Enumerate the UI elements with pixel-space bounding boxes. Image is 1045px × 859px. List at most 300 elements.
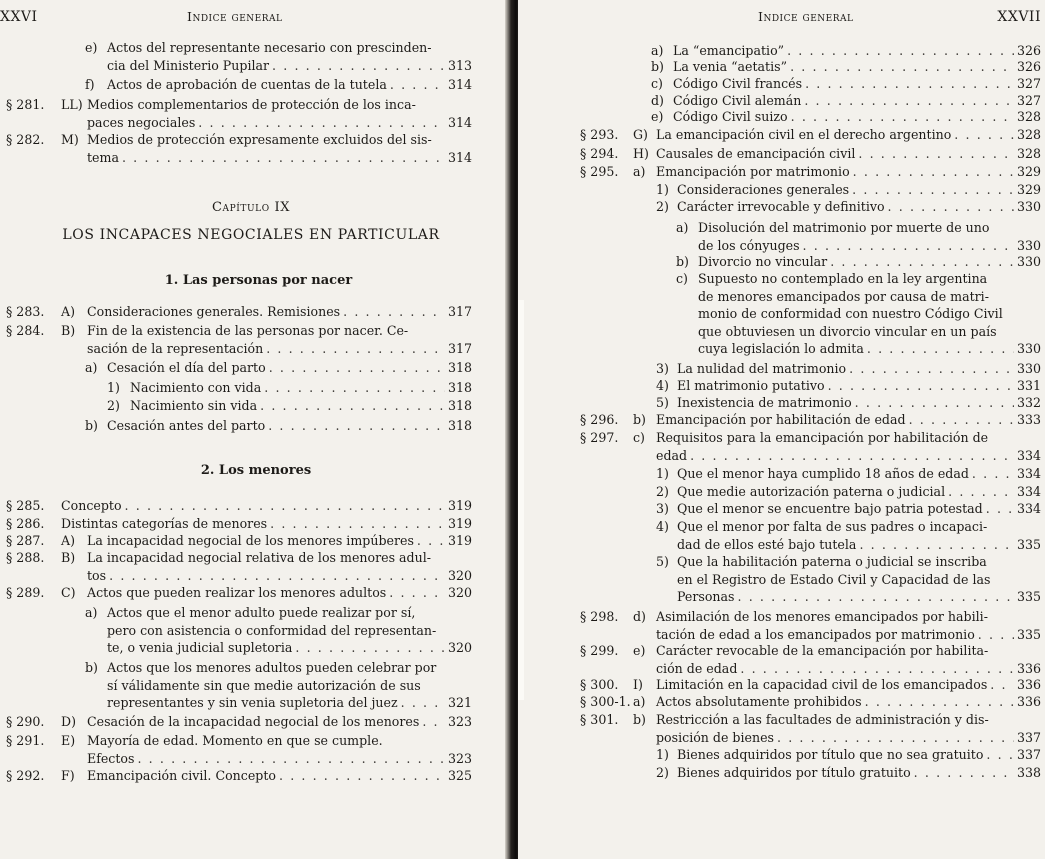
entry-text: ción de edad: [656, 660, 738, 676]
section-number: § 287.: [6, 533, 45, 548]
section-number: § 289.: [6, 585, 45, 600]
page-ref: 335: [1016, 626, 1041, 642]
section-number: § 284.: [6, 323, 45, 338]
dot-leader: [389, 584, 445, 602]
toc-entry: [0, 303, 472, 321]
entry-label: d): [651, 93, 664, 108]
dot-leader: [986, 500, 1014, 518]
section-number: § 301.: [580, 712, 619, 727]
entry-text: Emancipación por habilitación de edad: [656, 412, 906, 427]
entry-text: Código Civil francés: [673, 76, 803, 91]
entry-text: Medios de protección expresamente excluidos del sis-: [87, 132, 432, 147]
entry-label: c): [676, 271, 688, 286]
entry-text: Emancipación civil. Concepto: [87, 768, 276, 783]
entry-text: Divorcio no vincular: [698, 254, 828, 269]
entry-label: 4): [656, 378, 669, 393]
entry-text: cia del Ministerio Pupilar: [107, 57, 270, 73]
entry-label: 1): [656, 182, 669, 197]
section-number: § 300.: [580, 677, 619, 692]
dot-leader: [279, 767, 445, 785]
section-number: § 291.: [6, 733, 45, 748]
page-ref: 320: [447, 640, 472, 656]
entry-label: e): [85, 40, 98, 55]
toc-entry: [0, 767, 472, 785]
dot-leader: [270, 515, 445, 533]
entry-label: a): [85, 360, 98, 375]
entry-label: LL): [61, 97, 83, 112]
toc-entry: [518, 642, 1041, 677]
entry-text: representantes y sin venia supletoria del juez: [107, 695, 398, 711]
toc-entry: [518, 377, 1041, 395]
entry-text: Distintas categorías de menores: [61, 516, 268, 531]
entry-text: Efectos: [87, 750, 135, 766]
dot-leader: [972, 465, 1014, 483]
entry-text: Que el menor haya cumplido 18 años de edad: [677, 466, 969, 481]
toc-entry: [0, 417, 472, 435]
entry-label: 3): [656, 501, 669, 516]
dot-leader: [852, 181, 1014, 199]
page-ref: 313: [447, 57, 472, 73]
entry-text: sación de la representación: [87, 340, 264, 356]
toc-entry: [518, 465, 1041, 483]
toc-entry: [518, 145, 1041, 163]
entry-text: Actos que pueden realizar los menores adultos: [87, 585, 387, 600]
dot-leader: [260, 397, 445, 415]
toc-entry: [0, 397, 472, 415]
dot-leader: [865, 693, 1014, 711]
toc-entry: [518, 676, 1041, 694]
entry-text: tema: [87, 149, 119, 165]
entry-label: M): [61, 132, 79, 147]
entry-label: 5): [656, 554, 669, 569]
toc-entry: [0, 379, 472, 397]
toc-entry: [518, 163, 1041, 181]
section-title: 1. Las personas por nacer: [164, 273, 353, 288]
entry-label: 2): [107, 398, 120, 413]
entry-text: cuya legislación lo admita: [698, 341, 864, 357]
entry-text: Actos de aprobación de cuentas de la tutela: [107, 77, 387, 92]
page-ref: 336: [1016, 660, 1041, 676]
entry-text: Restricción a las facultades de administración y dis-: [656, 712, 989, 727]
section-number: § 283.: [6, 304, 45, 319]
toc-entry: [518, 92, 1041, 110]
toc-entry: [518, 58, 1041, 76]
entry-label: 2): [656, 765, 669, 780]
entry-text: Nacimiento sin vida: [130, 398, 258, 413]
page-ref: 327: [1016, 76, 1041, 91]
entry-label: 1): [656, 466, 669, 481]
toc-entry: [0, 549, 472, 584]
dot-leader: [859, 536, 1014, 554]
dot-leader: [295, 639, 445, 657]
toc-entry: [0, 131, 472, 166]
dot-leader: [978, 626, 1014, 644]
dot-leader: [849, 360, 1014, 378]
entry-text: de menores emancipados por causa de matri-: [698, 288, 989, 304]
section-number: § 298.: [580, 609, 619, 624]
toc-entry: [518, 360, 1041, 378]
section-number: § 300-1.: [580, 694, 631, 709]
toc-entry: [0, 604, 472, 657]
entry-label: 1): [656, 747, 669, 762]
entry-text: La nulidad del matrimonio: [677, 361, 847, 376]
entry-text: pero con asistencia o conformidad del representan-: [107, 622, 437, 638]
page-ref: 337: [1016, 729, 1041, 745]
dot-leader: [268, 417, 445, 435]
page-ref: 330: [1016, 341, 1041, 357]
entry-label: G): [633, 127, 648, 142]
entry-text: Inexistencia de matrimonio: [677, 395, 852, 410]
entry-text: Carácter revocable de la emancipación por habilita-: [656, 643, 989, 658]
page-ref: 319: [447, 533, 472, 548]
entry-label: f): [85, 77, 95, 92]
dot-leader: [986, 746, 1014, 764]
dot-leader: [109, 567, 445, 585]
page-ref: 314: [447, 149, 472, 165]
entry-text: edad: [656, 447, 688, 463]
toc-entry: [518, 253, 1041, 271]
entry-text: Actos que los menores adultos pueden celebrar por: [107, 660, 437, 675]
page-ref: 326: [1016, 43, 1041, 58]
dot-leader: [791, 108, 1014, 126]
page-ref: 318: [447, 380, 472, 395]
toc-entry: [518, 608, 1041, 643]
page-ref: 333: [1016, 412, 1041, 427]
entry-text: Carácter irrevocable y definitivo: [677, 199, 885, 214]
section-number: § 288.: [6, 550, 45, 565]
toc-entry: [0, 659, 472, 712]
section-number: § 290.: [6, 714, 45, 729]
toc-entry: [518, 108, 1041, 126]
toc-entry: [0, 532, 472, 550]
toc-entry: [0, 322, 472, 357]
toc-entry: [518, 126, 1041, 144]
entry-text: dad de ellos esté bajo tutela: [677, 536, 857, 552]
entry-text: La venia “aetatis”: [673, 59, 788, 74]
entry-text: paces negociales: [87, 114, 196, 130]
dot-leader: [853, 163, 1014, 181]
dot-leader: [888, 198, 1014, 216]
dot-leader: [867, 340, 1014, 358]
page-ref: 314: [447, 114, 472, 130]
dot-leader: [909, 411, 1014, 429]
toc-entry: [518, 75, 1041, 93]
page-ref: 321: [447, 695, 472, 711]
page-ref: 328: [1016, 109, 1041, 124]
section-number: § 282.: [6, 132, 45, 147]
toc-entry: [518, 411, 1041, 429]
page-ref: 330: [1016, 199, 1041, 214]
entry-text: posición de bienes: [656, 729, 774, 745]
toc-entry: [518, 693, 1041, 711]
entry-text: Nacimiento con vida: [130, 380, 262, 395]
page-ref: 328: [1016, 127, 1041, 142]
page-number: XXVI: [0, 9, 38, 25]
entry-text: Bienes adquiridos por título que no sea gratuito: [677, 747, 984, 762]
toc-entry: [0, 732, 472, 767]
section-title: 2. Los menores: [200, 463, 312, 478]
dot-leader: [805, 75, 1014, 93]
toc-entry: [0, 76, 472, 94]
entry-text: Consideraciones generales: [677, 182, 850, 197]
entry-label: F): [61, 768, 75, 783]
dot-leader: [828, 377, 1014, 395]
toc-entry: [518, 394, 1041, 412]
page-ref: 336: [1016, 677, 1041, 692]
entry-text: Disolución del matrimonio por muerte de uno: [698, 220, 990, 235]
page-ref: 330: [1016, 361, 1041, 376]
dot-leader: [137, 750, 444, 768]
page-ref: 326: [1016, 59, 1041, 74]
entry-label: c): [633, 430, 645, 445]
page-ref: 314: [447, 77, 472, 92]
entry-text: Emancipación por matrimonio: [656, 164, 850, 179]
toc-entry: [518, 181, 1041, 199]
dot-leader: [401, 694, 445, 712]
page-ref: 334: [1016, 466, 1041, 481]
chapter-title: LOS INCAPACES NEGOCIALES EN PARTICULAR: [62, 227, 440, 243]
page-ref: 319: [447, 516, 472, 531]
left-page: [0, 0, 512, 859]
entry-label: b): [651, 59, 664, 74]
dot-leader: [990, 676, 1014, 694]
entry-label: A): [61, 533, 76, 548]
dot-leader: [125, 497, 445, 515]
entry-label: 4): [656, 519, 669, 534]
entry-text: Fin de la existencia de las personas por nacer. Ce-: [87, 323, 409, 338]
page-ref: 319: [447, 498, 472, 513]
dot-leader: [690, 447, 1014, 465]
toc-entry: [518, 42, 1041, 60]
page-ref: 329: [1016, 182, 1041, 197]
page-ref: 323: [447, 714, 472, 729]
entry-label: b): [85, 418, 98, 433]
page-ref: 331: [1016, 378, 1041, 393]
running-title: Indice general: [758, 9, 854, 24]
toc-entry: [518, 270, 1041, 358]
dot-leader: [948, 483, 1014, 501]
entry-text: Cesación el día del parto: [107, 360, 266, 375]
page-ref: 327: [1016, 93, 1041, 108]
entry-text: que obtuviesen un divorcio vincular en un país: [698, 323, 997, 339]
entry-label: c): [651, 76, 663, 91]
entry-label: a): [85, 605, 98, 620]
entry-label: 3): [656, 361, 669, 376]
dot-leader: [787, 42, 1014, 60]
page-ref: 328: [1016, 146, 1041, 161]
section-number: § 297.: [580, 430, 619, 445]
dot-leader: [390, 76, 445, 94]
entry-text: Personas: [677, 589, 735, 605]
chapter-label: Capítulo IX: [211, 200, 291, 215]
entry-label: D): [61, 714, 77, 729]
entry-text: Limitación en la capacidad civil de los emancipados: [656, 677, 988, 692]
entry-text: Que medie autorización paterna o judicial: [677, 484, 946, 499]
entry-label: e): [633, 643, 646, 658]
section-number: § 295.: [580, 164, 619, 179]
entry-label: e): [651, 109, 664, 124]
page-ref: 320: [447, 567, 472, 583]
toc-entry: [0, 584, 472, 602]
entry-text: Bienes adquiridos por título gratuito: [677, 765, 911, 780]
entry-label: A): [61, 304, 76, 319]
section-number: § 292.: [6, 768, 45, 783]
toc-entry: [518, 483, 1041, 501]
page-ref: 329: [1016, 164, 1041, 179]
entry-label: H): [633, 146, 649, 161]
page-ref: 323: [447, 750, 472, 766]
page-ref: 318: [447, 360, 472, 375]
dot-leader: [804, 92, 1014, 110]
page-ref: 334: [1016, 447, 1041, 463]
entry-label: b): [633, 412, 646, 427]
entry-text: monio de conformidad con nuestro Código Civil: [698, 306, 1003, 322]
dot-leader: [858, 145, 1014, 163]
toc-entry: [0, 713, 472, 731]
page-ref: 334: [1016, 501, 1041, 516]
entry-text: Cesación antes del parto: [107, 418, 266, 433]
dot-leader: [264, 379, 445, 397]
page-number: XXVII: [997, 9, 1041, 25]
entry-text: Código Civil suizo: [673, 109, 788, 124]
section-number: § 286.: [6, 516, 45, 531]
entry-text: Actos absolutamente prohibidos: [656, 694, 862, 709]
dot-leader: [198, 114, 445, 132]
entry-label: 2): [656, 199, 669, 214]
toc-entry: [0, 515, 472, 533]
entry-label: d): [633, 609, 646, 624]
entry-label: b): [676, 254, 689, 269]
dot-leader: [830, 253, 1014, 271]
entry-label: C): [61, 585, 76, 600]
page-ref: 334: [1016, 484, 1041, 499]
page-ref: 332: [1016, 395, 1041, 410]
page-ref: 325: [447, 768, 472, 783]
page-ref: 337: [1016, 747, 1041, 762]
toc-entry: [518, 518, 1041, 553]
dot-leader: [777, 729, 1014, 747]
page-ref: 317: [447, 304, 472, 319]
entry-text: Actos del representante necesario con prescinden-: [107, 40, 432, 55]
page-ref: 335: [1016, 589, 1041, 605]
entry-text: Que el menor se encuentre bajo patria potestad: [677, 501, 983, 516]
entry-text: La incapacidad negocial relativa de los menores adul-: [87, 550, 431, 565]
entry-label: a): [676, 220, 689, 235]
dot-leader: [272, 57, 445, 75]
entry-label: a): [633, 694, 646, 709]
toc-entry: [518, 711, 1041, 746]
toc-entry: [518, 219, 1041, 254]
toc-entry: [0, 96, 472, 131]
entry-text: Mayoría de edad. Momento en que se cumple.: [87, 733, 383, 748]
entry-label: E): [61, 733, 76, 748]
section-number: § 299.: [580, 643, 619, 658]
dot-leader: [343, 303, 445, 321]
dot-leader: [269, 359, 445, 377]
page-ref: 330: [1016, 237, 1041, 253]
dot-leader: [954, 126, 1014, 144]
entry-text: de los cónyuges: [698, 237, 800, 253]
page-ref: 318: [447, 418, 472, 433]
section-number: § 296.: [580, 412, 619, 427]
toc-entry: [0, 359, 472, 377]
entry-text: Supuesto no contemplado en la ley argentina: [698, 271, 988, 286]
entry-label: B): [61, 550, 76, 565]
entry-label: a): [651, 43, 664, 58]
section-number: § 294.: [580, 146, 619, 161]
entry-text: El matrimonio putativo: [677, 378, 825, 393]
dot-leader: [740, 660, 1014, 678]
toc-entry: [518, 746, 1041, 764]
entry-text: Requisitos para la emancipación por habilitación de: [656, 430, 989, 445]
entry-label: 1): [107, 380, 120, 395]
entry-label: b): [633, 712, 646, 727]
entry-label: I): [633, 677, 643, 692]
toc-entry: [518, 553, 1041, 606]
entry-text: Que la habilitación paterna o judicial se inscriba: [677, 554, 987, 569]
dot-leader: [803, 237, 1014, 255]
entry-label: 2): [656, 484, 669, 499]
dot-leader: [790, 58, 1014, 76]
entry-text: Que el menor por falta de sus padres o incapaci-: [677, 519, 988, 534]
dot-leader: [855, 394, 1014, 412]
toc-entry: [0, 497, 472, 515]
section-number: § 285.: [6, 498, 45, 513]
page-ref: 317: [447, 340, 472, 356]
entry-text: La “emancipatio”: [673, 43, 785, 58]
entry-text: Concepto: [61, 498, 122, 513]
entry-text: tos: [87, 567, 107, 583]
dot-leader: [122, 149, 445, 167]
entry-text: Código Civil alemán: [673, 93, 802, 108]
right-page: [518, 0, 1045, 859]
entry-text: sí válidamente sin que medie autorización de sus: [107, 677, 421, 693]
entry-text: te, o venia judicial supletoria: [107, 640, 293, 656]
page-ref: 320: [447, 585, 472, 600]
page-ref: 318: [447, 398, 472, 413]
entry-text: Consideraciones generales. Remisiones: [87, 304, 341, 319]
toc-entry: [518, 429, 1041, 464]
entry-label: 5): [656, 395, 669, 410]
entry-text: Actos que el menor adulto puede realizar por sí,: [107, 605, 416, 620]
entry-text: Asimilación de los menores emancipados por habili-: [656, 609, 988, 624]
page-ref: 335: [1016, 536, 1041, 552]
dot-leader: [914, 764, 1014, 782]
toc-entry: [0, 39, 472, 74]
toc-entry: [518, 764, 1041, 782]
toc-entry: [518, 500, 1041, 518]
running-title: Indice general: [187, 9, 283, 24]
page-ref: 330: [1016, 254, 1041, 269]
entry-label: b): [85, 660, 98, 675]
entry-label: a): [633, 164, 646, 179]
section-number: § 293.: [580, 127, 619, 142]
entry-text: La incapacidad negocial de los menores impúberes: [87, 533, 414, 548]
entry-text: en el Registro de Estado Civil y Capacidad de las: [677, 571, 991, 587]
entry-text: Cesación de la incapacidad negocial de los menores: [87, 714, 420, 729]
entry-text: Causales de emancipación civil: [656, 146, 856, 161]
entry-label: B): [61, 323, 76, 338]
dot-leader: [738, 588, 1014, 606]
entry-text: tación de edad a los emancipados por matrimonio: [656, 626, 975, 642]
dot-leader: [266, 340, 445, 358]
section-number: § 281.: [6, 97, 45, 112]
dot-leader: [417, 532, 445, 550]
entry-text: La emancipación civil en el derecho argentino: [656, 127, 952, 142]
toc-entry: [518, 198, 1041, 216]
entry-text: Medios complementarios de protección de los inca-: [87, 97, 416, 112]
page-ref: 338: [1016, 765, 1041, 780]
